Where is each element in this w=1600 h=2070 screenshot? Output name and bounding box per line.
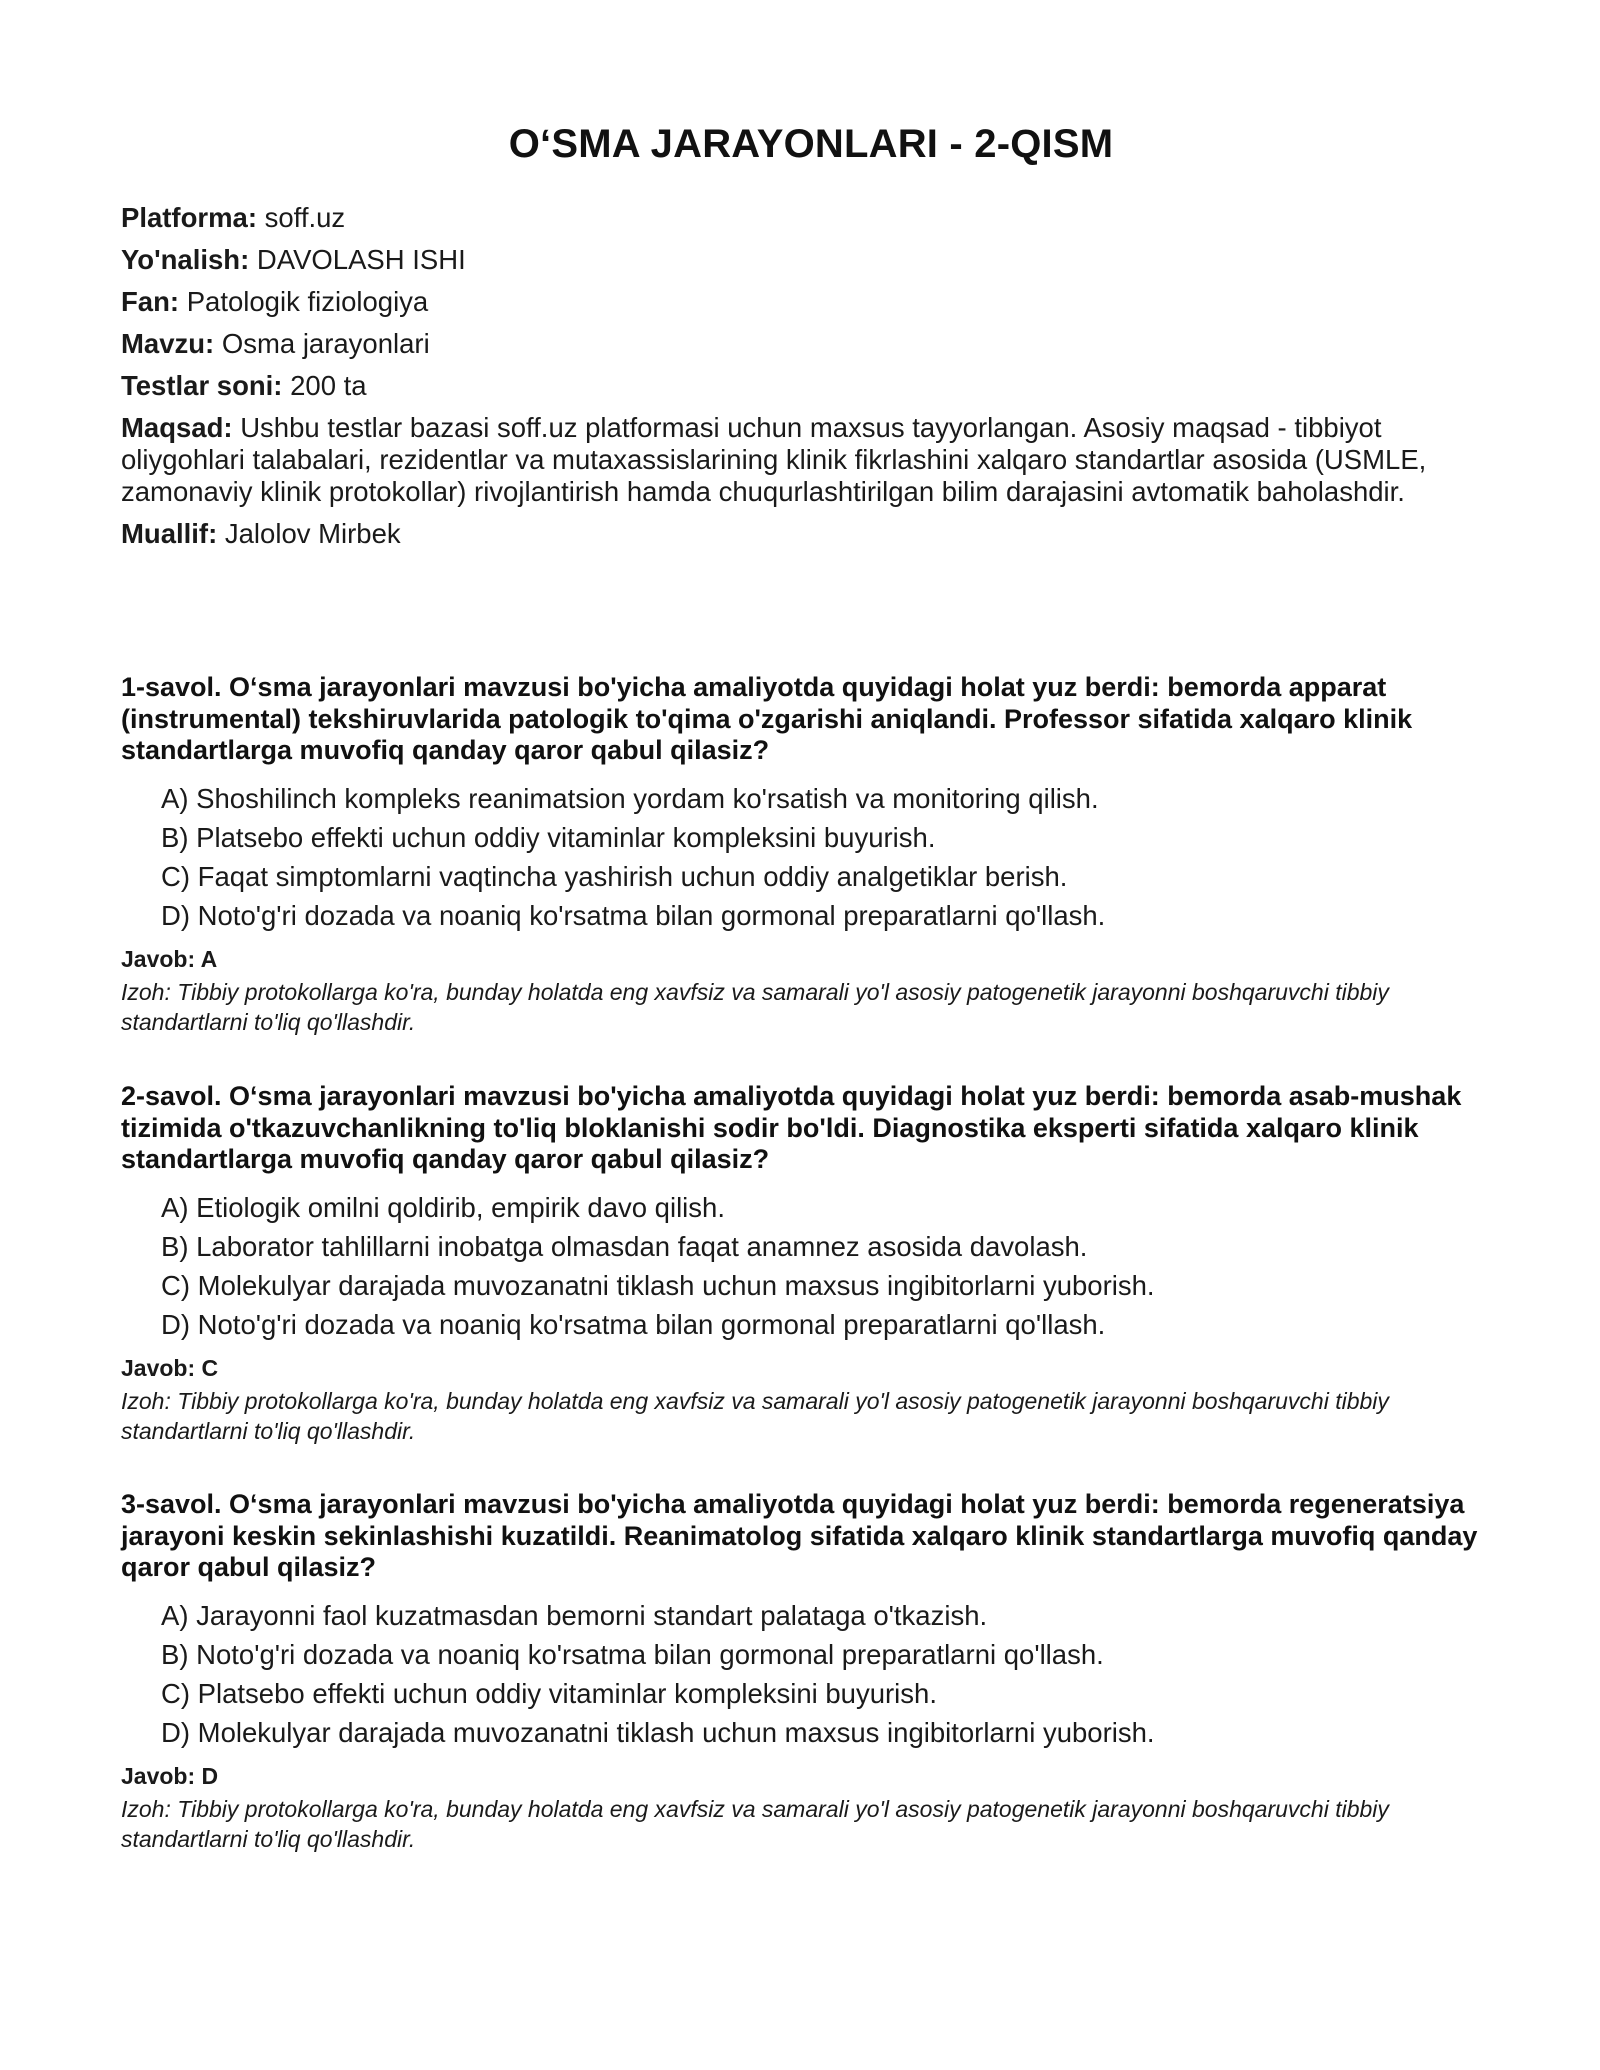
meta-author-label: Muallif: [121,518,218,549]
answer-label: Javob: D [121,1762,219,1789]
document-title: O‘SMA JARAYONLARI - 2-QISM [508,122,1114,166]
meta-author-value: Jalolov Mirbek [224,518,401,549]
explanation-note: Izoh: Tibbiy protokollarga ko'ra, bunday holatda eng xavfsiz va samarali yo'l asosiy patogenetik jarayonni boshqaruvchi tibbiy standartlarni to'liq qo'llashdir. [121,978,1389,1035]
meta-count-label: Testlar soni: [121,370,283,401]
meta-subject [121,286,1501,318]
meta-platform-value: soff.uz [264,202,346,233]
option-c: C) Platsebo effekti uchun oddiy vitaminlar kompleksini buyurish. [161,1677,937,1709]
meta-goal [121,412,1451,508]
option-a: A) Jarayonni faol kuzatmasdan bemorni standart palataga o'tkazish. [161,1599,988,1631]
option-a: A) Shoshilinch kompleks reanimatsion yordam ko'rsatish va monitoring qilish. [161,782,1099,814]
meta-subject-value: Patologik fiziologiya [186,286,429,317]
meta-goal-value: Ushbu testlar bazasi soff.uz platformasi uchun maxsus tayyorlangan. Asosiy maqsad - tibbiyot oliygohlari talabalari, rezidentlar va mutaxassislarining klinik fikrlashini xalqaro standartlar asosida (USMLE, zamonaviy klinik protokollar) rivojlantirish hamda chuqurlashtirilgan bilim darajasini avtomatik baholashdir. [121,412,1427,507]
question-3 [121,1489,1501,1854]
question-2 [121,1081,1501,1446]
meta-direction-label: Yo'nalish: [121,244,250,275]
option-a: A) Etiologik omilni qoldirib, empirik davo qilish. [161,1191,725,1223]
answer-label: Javob: A [121,945,218,972]
explanation-note: Izoh: Tibbiy protokollarga ko'ra, bunday holatda eng xavfsiz va samarali yo'l asosiy patogenetik jarayonni boshqaruvchi tibbiy standartlarni to'liq qo'llashdir. [121,1387,1389,1444]
option-d: D) Noto'g'ri dozada va noaniq ko'rsatma bilan gormonal preparatlarni qo'llash. [161,1308,1106,1340]
option-d: D) Molekulyar darajada muvozanatni tiklash uchun maxsus ingibitorlarni yuborish. [161,1716,1155,1748]
option-d: D) Noto'g'ri dozada va noaniq ko'rsatma bilan gormonal preparatlarni qo'llash. [161,899,1106,931]
question-1 [121,672,1501,1037]
meta-topic [121,328,1501,360]
option-b: B) Laborator tahlillarni inobatga olmasdan faqat anamnez asosida davolash. [161,1230,1088,1262]
option-b: B) Noto'g'ri dozada va noaniq ko'rsatma bilan gormonal preparatlarni qo'llash. [161,1638,1104,1670]
meta-count [121,370,1501,402]
meta-direction [121,244,1501,276]
question-text: 2-savol. O‘sma jarayonlari mavzusi bo'yicha amaliyotda quyidagi holat yuz berdi: bemorda asab-mushak tizimida o'tkazuvchanlikning to'liq bloklanishi sodir bo'ldi. Diagnostika eksperti sifatida xalqaro klinik standartlarga muvofiq qanday qaror qabul qilasiz? [121,1081,1462,1174]
meta-platform [121,202,1501,234]
meta-count-value: 200 ta [290,370,367,401]
options-list [161,1596,1501,1752]
option-c: C) Molekulyar darajada muvozanatni tiklash uchun maxsus ingibitorlarni yuborish. [161,1269,1155,1301]
meta-author [121,518,1501,550]
meta-subject-label: Fan: [121,286,180,317]
option-b: B) Platsebo effekti uchun oddiy vitaminlar kompleksini buyurish. [161,821,936,853]
option-c: C) Faqat simptomlarni vaqtincha yashirish uchun oddiy analgetiklar berish. [161,860,1068,892]
question-text: 3-savol. O‘sma jarayonlari mavzusi bo'yicha amaliyotda quyidagi holat yuz berdi: bemorda regeneratsiya jarayoni keskin sekinlashishi kuzatildi. Reanimatolog sifatida xalqaro klinik standartlarga muvofiq qanday qaror qabul qilasiz? [121,1489,1478,1582]
meta-direction-value: DAVOLASH ISHI [256,244,466,275]
explanation-note: Izoh: Tibbiy protokollarga ko'ra, bunday holatda eng xavfsiz va samarali yo'l asosiy patogenetik jarayonni boshqaruvchi tibbiy standartlarni to'liq qo'llashdir. [121,1795,1389,1852]
options-list [161,1188,1501,1344]
answer-label: Javob: C [121,1354,219,1381]
meta-platform-label: Platforma: [121,202,257,233]
meta-block [121,202,1501,560]
meta-topic-value: Osma jarayonlari [221,328,430,359]
options-list [161,779,1501,935]
meta-topic-label: Mavzu: [121,328,215,359]
meta-goal-label: Maqsad: [121,412,233,443]
question-text: 1-savol. O‘sma jarayonlari mavzusi bo'yicha amaliyotda quyidagi holat yuz berdi: bemorda apparat (instrumental) tekshiruvlarida patologik to'qima o'zgarishi aniqlandi. Professor sifatida xalqaro klinik standartlarga muvofiq qanday qaror qabul qilasiz? [121,672,1413,765]
